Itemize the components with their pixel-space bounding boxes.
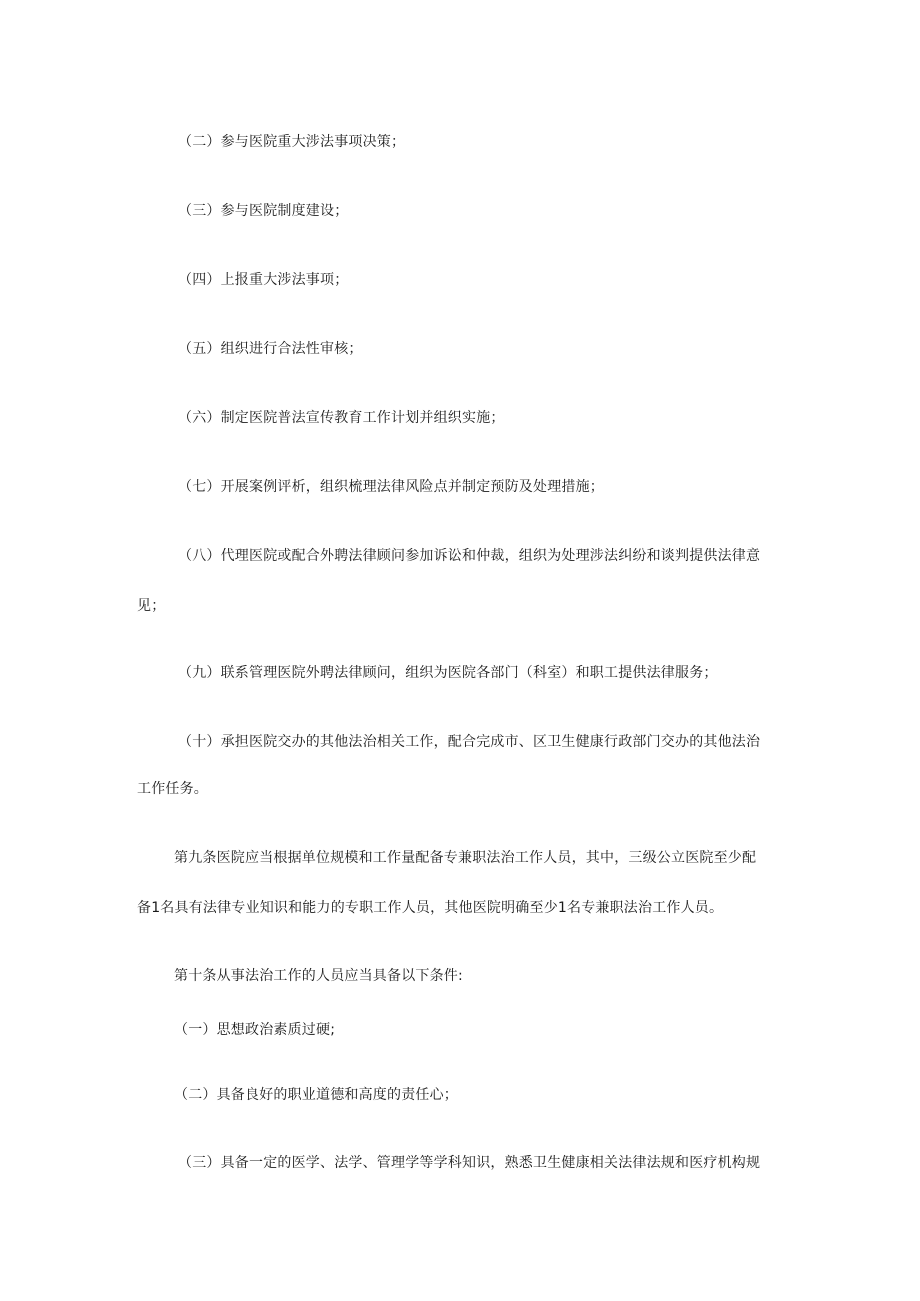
paragraph-line: （二）具备良好的职业道德和高度的责任心； <box>174 1087 458 1103</box>
paragraph-line: （八）代理医院或配合外聘法律顾问参加诉讼和仲裁，组织为处理涉法纠纷和谈判提供法律意 <box>178 548 761 564</box>
paragraph-line: 第十条从事法治工作的人员应当具备以下条件: <box>174 968 463 984</box>
paragraph-line: 工作任务。 <box>137 781 208 797</box>
paragraph-line: （一）思想政治素质过硬; <box>174 1022 336 1038</box>
paragraph-line: 第九条医院应当根据单位规模和工作量配备专兼职法治工作人员，其中，三级公立医院至少配 <box>174 850 757 866</box>
paragraph-line: （十）承担医院交办的其他法治相关工作，配合完成市、区卫生健康行政部门交办的其他法治 <box>178 734 761 750</box>
paragraph-line: （六）制定医院普法宣传教育工作计划并组织实施； <box>178 410 505 426</box>
paragraph-line: （三）具备一定的医学、法学、管理学等学科知识，熟悉卫生健康相关法律法规和医疗机构规 <box>178 1155 761 1171</box>
paragraph-line: （五）组织进行合法性审核； <box>178 341 363 357</box>
paragraph-line: 备1名具有法律专业知识和能力的专职工作人员，其他医院明确至少1名专兼职法治工作人员。 <box>137 900 724 916</box>
paragraph-line: （七）开展案例评析，组织梳理法律风险点并制定预防及处理措施； <box>178 479 604 495</box>
paragraph-line: 见； <box>137 598 166 614</box>
paragraph-line: （四）上报重大涉法事项； <box>178 272 349 288</box>
paragraph-line: （九）联系管理医院外聘法律顾问，组织为医院各部门（科室）和职工提供法律服务； <box>178 665 718 681</box>
paragraph-line: （三）参与医院制度建设； <box>178 203 349 219</box>
paragraph-line: （二）参与医院重大涉法事项决策； <box>178 134 406 150</box>
